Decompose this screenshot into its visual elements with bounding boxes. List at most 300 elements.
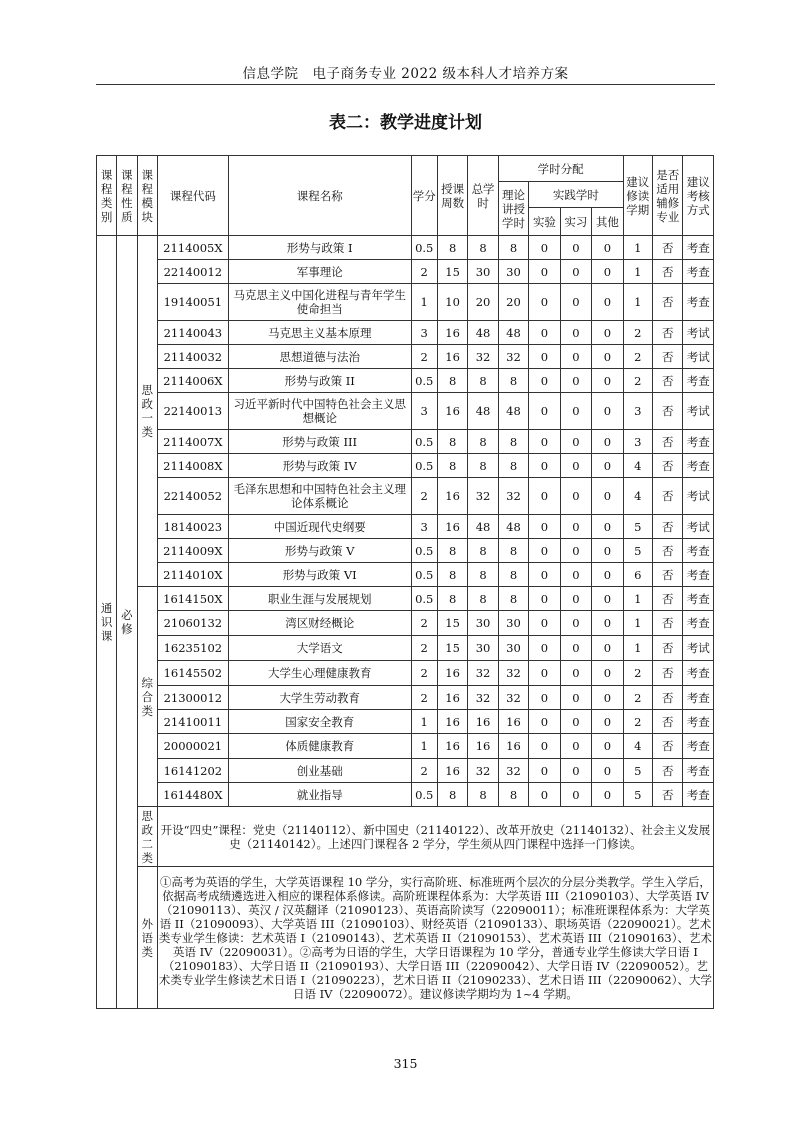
cell-code: 21140043: [157, 321, 228, 345]
cell-theory: 8: [498, 783, 528, 807]
cell-sem: 6: [623, 563, 652, 587]
cell-exp: 0: [529, 636, 560, 661]
cell-minor: 否: [653, 759, 683, 783]
cell-theory: 8: [498, 563, 528, 587]
cell-name: 大学语文: [228, 636, 411, 661]
header-exam: 建议考核方式: [683, 156, 714, 236]
cell-credits: 1: [411, 710, 437, 734]
cell-weeks: 8: [437, 454, 467, 478]
category-cell: 通识课: [97, 236, 117, 1009]
cell-code: 21140032: [157, 345, 228, 369]
cell-exam: 考查: [683, 710, 714, 734]
table-row: [97, 345, 714, 369]
cell-theory: 30: [498, 636, 528, 661]
table-row: [97, 734, 714, 759]
cell-sem: 5: [623, 515, 652, 539]
cell-other: 0: [592, 661, 623, 686]
cell-theory: 32: [498, 759, 528, 783]
cell-theory: 8: [498, 539, 528, 563]
cell-exam: 考查: [683, 734, 714, 759]
cell-exp: 0: [529, 321, 560, 345]
cell-code: 2114010X: [157, 563, 228, 587]
cell-code: 22140052: [157, 478, 228, 515]
cell-other: 0: [592, 236, 623, 260]
cell-sem: 1: [623, 236, 652, 260]
cell-theory: 32: [498, 478, 528, 515]
cell-minor: 否: [653, 587, 683, 611]
header-module: 课程模块: [137, 156, 157, 236]
header-experiment: 实验: [529, 208, 560, 236]
cell-theory: 8: [498, 430, 528, 454]
cell-intern: 0: [560, 710, 591, 734]
table-row: [97, 260, 714, 284]
cell-code: 20000021: [157, 734, 228, 759]
cell-exp: 0: [529, 563, 560, 587]
cell-name: 形势与政策 II: [228, 369, 411, 393]
cell-code: 2114009X: [157, 539, 228, 563]
cell-exp: 0: [529, 454, 560, 478]
cell-minor: 否: [653, 515, 683, 539]
cell-exp: 0: [529, 710, 560, 734]
cell-exam: 考查: [683, 661, 714, 686]
cell-exp: 0: [529, 587, 560, 611]
cell-credits: 0.5: [411, 539, 437, 563]
cell-total: 48: [468, 393, 498, 430]
cell-exp: 0: [529, 393, 560, 430]
cell-minor: 否: [653, 284, 683, 321]
cell-other: 0: [592, 611, 623, 636]
cell-total: 8: [468, 369, 498, 393]
table-row: [97, 478, 714, 515]
cell-credits: 0.5: [411, 454, 437, 478]
cell-exam: 考查: [683, 587, 714, 611]
cell-intern: 0: [560, 661, 591, 686]
cell-total: 32: [468, 661, 498, 686]
cell-exam: 考试: [683, 345, 714, 369]
cell-weeks: 15: [437, 611, 467, 636]
nature-cell: 必修: [117, 236, 137, 1009]
cell-intern: 0: [560, 260, 591, 284]
cell-intern: 0: [560, 686, 591, 710]
cell-exp: 0: [529, 284, 560, 321]
cell-total: 16: [468, 710, 498, 734]
header-internship: 实习: [560, 208, 591, 236]
cell-minor: 否: [653, 236, 683, 260]
cell-credits: 2: [411, 260, 437, 284]
cell-theory: 30: [498, 611, 528, 636]
cell-credits: 2: [411, 478, 437, 515]
header-minor: 是否适用辅修专业: [653, 156, 683, 236]
cell-minor: 否: [653, 430, 683, 454]
cell-sem: 2: [623, 710, 652, 734]
cell-name: 形势与政策 IV: [228, 454, 411, 478]
cell-theory: 48: [498, 515, 528, 539]
cell-code: 21410011: [157, 710, 228, 734]
cell-code: 2114006X: [157, 369, 228, 393]
cell-weeks: 16: [437, 321, 467, 345]
cell-weeks: 16: [437, 515, 467, 539]
cell-other: 0: [592, 539, 623, 563]
cell-exp: 0: [529, 734, 560, 759]
cell-theory: 20: [498, 284, 528, 321]
cell-intern: 0: [560, 587, 591, 611]
cell-sem: 1: [623, 636, 652, 661]
cell-exam: 考查: [683, 611, 714, 636]
cell-minor: 否: [653, 260, 683, 284]
cell-credits: 0.5: [411, 369, 437, 393]
cell-exp: 0: [529, 478, 560, 515]
cell-total: 30: [468, 636, 498, 661]
teaching-schedule-table: [96, 155, 714, 1009]
cell-exp: 0: [529, 783, 560, 807]
table-row: [97, 611, 714, 636]
waiyu-note: ①高考为英语的学生，大学英语课程 10 学分，实行高阶班、标准班两个层次的分层分类教学。学生入学后，依据高考成绩遴选进入相应的课程体系修读。高阶班课程体系为：大学英语 III（21090103）、大学英语 IV（21090113）、英汉 / 汉英翻译（21090123）、英语高阶读写（22090011）；标准班课程体系为：大学英语 II（21090093）、大学英语 III（21090103）、财经英语（21090133）、职场英语（22090021）。艺术类专业学生修读：艺术英语 I（21090143）、艺术英语 II（21090153）、艺术英语 III（21090163）、艺术英语 IV（22090031）。②高考为日语的学生，大学日语课程为 10 学分，普通专业学生修读大学日语 I（21090183）、大学日语 II（21090193）、大学日语 III（22090042）、大学日语 IV（22090052）。艺术类专业学生修读艺术日语 I（21090223），艺术日语 II（21090233）、艺术日语 III（22090062）、大学日语 IV（22090072）。建议修读学期均为 1~4 学期。: [157, 867, 713, 1009]
cell-exam: 考查: [683, 759, 714, 783]
cell-sem: 2: [623, 686, 652, 710]
cell-weeks: 15: [437, 636, 467, 661]
cell-sem: 3: [623, 393, 652, 430]
table-row: [97, 867, 714, 1009]
cell-credits: 0.5: [411, 236, 437, 260]
cell-weeks: 16: [437, 478, 467, 515]
cell-sem: 2: [623, 321, 652, 345]
header-code: 课程代码: [157, 156, 228, 236]
cell-sem: 2: [623, 345, 652, 369]
cell-exp: 0: [529, 661, 560, 686]
table-row: [97, 321, 714, 345]
cell-total: 16: [468, 734, 498, 759]
cell-theory: 16: [498, 734, 528, 759]
cell-total: 32: [468, 478, 498, 515]
cell-minor: 否: [653, 321, 683, 345]
cell-intern: 0: [560, 345, 591, 369]
cell-intern: 0: [560, 563, 591, 587]
cell-exam: 考查: [683, 539, 714, 563]
cell-weeks: 15: [437, 260, 467, 284]
cell-total: 48: [468, 321, 498, 345]
cell-exam: 考查: [683, 563, 714, 587]
cell-credits: 2: [411, 611, 437, 636]
header-nature: 课程性质: [117, 156, 137, 236]
cell-sem: 1: [623, 587, 652, 611]
cell-theory: 8: [498, 587, 528, 611]
cell-minor: 否: [653, 393, 683, 430]
cell-total: 8: [468, 783, 498, 807]
header-practice: 实践学时: [529, 182, 623, 208]
cell-name: 中国近现代史纲要: [228, 515, 411, 539]
cell-intern: 0: [560, 321, 591, 345]
cell-name: 体质健康教育: [228, 734, 411, 759]
cell-code: 21300012: [157, 686, 228, 710]
cell-other: 0: [592, 587, 623, 611]
cell-sem: 4: [623, 454, 652, 478]
cell-name: 职业生涯与发展规划: [228, 587, 411, 611]
cell-credits: 3: [411, 393, 437, 430]
header-semester: 建议修读学期: [623, 156, 652, 236]
cell-theory: 32: [498, 345, 528, 369]
cell-other: 0: [592, 369, 623, 393]
cell-intern: 0: [560, 611, 591, 636]
cell-other: 0: [592, 478, 623, 515]
cell-weeks: 8: [437, 539, 467, 563]
module-cell: 外语类: [137, 867, 157, 1009]
cell-name: 创业基础: [228, 759, 411, 783]
cell-exam: 考查: [683, 686, 714, 710]
cell-other: 0: [592, 393, 623, 430]
cell-exam: 考试: [683, 478, 714, 515]
table-row: [97, 393, 714, 430]
cell-weeks: 10: [437, 284, 467, 321]
header-weeks: 授课周数: [437, 156, 467, 236]
cell-theory: 48: [498, 393, 528, 430]
table-row: [97, 587, 714, 611]
cell-sem: 2: [623, 369, 652, 393]
cell-total: 32: [468, 345, 498, 369]
cell-code: 21060132: [157, 611, 228, 636]
table-row: [97, 284, 714, 321]
cell-other: 0: [592, 345, 623, 369]
cell-other: 0: [592, 430, 623, 454]
cell-weeks: 16: [437, 345, 467, 369]
cell-weeks: 16: [437, 393, 467, 430]
cell-other: 0: [592, 686, 623, 710]
cell-exam: 考试: [683, 636, 714, 661]
cell-code: 19140051: [157, 284, 228, 321]
cell-code: 16145502: [157, 661, 228, 686]
header-other: 其他: [592, 208, 623, 236]
cell-credits: 3: [411, 321, 437, 345]
cell-exp: 0: [529, 539, 560, 563]
cell-weeks: 16: [437, 710, 467, 734]
cell-weeks: 16: [437, 734, 467, 759]
page-number: 315: [393, 1056, 418, 1071]
cell-minor: 否: [653, 636, 683, 661]
cell-exam: 考查: [683, 260, 714, 284]
cell-weeks: 8: [437, 236, 467, 260]
cell-sem: 1: [623, 611, 652, 636]
cell-name: 马克思主义基本原理: [228, 321, 411, 345]
cell-minor: 否: [653, 454, 683, 478]
table-row: [97, 539, 714, 563]
cell-code: 1614150X: [157, 587, 228, 611]
cell-exp: 0: [529, 345, 560, 369]
cell-name: 思想道德与法治: [228, 345, 411, 369]
cell-total: 48: [468, 515, 498, 539]
cell-exam: 考试: [683, 515, 714, 539]
cell-total: 8: [468, 587, 498, 611]
cell-code: 2114005X: [157, 236, 228, 260]
cell-total: 20: [468, 284, 498, 321]
cell-intern: 0: [560, 454, 591, 478]
cell-weeks: 8: [437, 783, 467, 807]
cell-total: 8: [468, 236, 498, 260]
header-total-hours: 总学时: [468, 156, 498, 236]
cell-other: 0: [592, 454, 623, 478]
cell-theory: 8: [498, 454, 528, 478]
cell-minor: 否: [653, 539, 683, 563]
cell-total: 8: [468, 454, 498, 478]
cell-minor: 否: [653, 611, 683, 636]
cell-exp: 0: [529, 686, 560, 710]
cell-credits: 1: [411, 734, 437, 759]
cell-name: 形势与政策 VI: [228, 563, 411, 587]
module-cell: 思政二类: [137, 807, 157, 867]
cell-name: 就业指导: [228, 783, 411, 807]
cell-total: 30: [468, 260, 498, 284]
cell-exam: 考查: [683, 430, 714, 454]
cell-sem: 2: [623, 661, 652, 686]
table-row: [97, 454, 714, 478]
cell-credits: 1: [411, 284, 437, 321]
cell-credits: 0.5: [411, 430, 437, 454]
cell-total: 30: [468, 611, 498, 636]
cell-weeks: 8: [437, 587, 467, 611]
cell-exam: 考试: [683, 321, 714, 345]
cell-other: 0: [592, 515, 623, 539]
cell-name: 大学生心理健康教育: [228, 661, 411, 686]
cell-other: 0: [592, 284, 623, 321]
cell-minor: 否: [653, 369, 683, 393]
header-rule: [96, 84, 715, 85]
cell-credits: 2: [411, 759, 437, 783]
cell-theory: 48: [498, 321, 528, 345]
table-row: [97, 636, 714, 661]
cell-minor: 否: [653, 478, 683, 515]
table-row: [97, 710, 714, 734]
table-row: [97, 686, 714, 710]
table-row: [97, 236, 714, 260]
cell-sem: 1: [623, 260, 652, 284]
cell-name: 形势与政策 III: [228, 430, 411, 454]
table-row: [97, 515, 714, 539]
cell-exp: 0: [529, 430, 560, 454]
cell-exam: 考查: [683, 236, 714, 260]
cell-credits: 0.5: [411, 587, 437, 611]
module-cell: 思政一类: [137, 236, 157, 587]
cell-exam: 考查: [683, 369, 714, 393]
header-category: 课程类别: [97, 156, 117, 236]
table-row: [97, 661, 714, 686]
cell-sem: 4: [623, 478, 652, 515]
page-header: 信息学院 电子商务专业 2022 级本科人才培养方案: [242, 66, 569, 82]
cell-name: 马克思主义中国化进程与青年学生使命担当: [228, 284, 411, 321]
table-row: [97, 783, 714, 807]
cell-intern: 0: [560, 369, 591, 393]
cell-other: 0: [592, 636, 623, 661]
cell-minor: 否: [653, 345, 683, 369]
sizheng2-note: 开设“四史”课程：党史（21140112）、新中国史（21140122）、改革开放史（21140132）、社会主义发展史（21140142）。上述四门课程各 2 学分，学生须从四门课程中选择一门修读。: [157, 807, 713, 867]
cell-minor: 否: [653, 661, 683, 686]
cell-weeks: 8: [437, 563, 467, 587]
cell-total: 32: [468, 686, 498, 710]
cell-intern: 0: [560, 393, 591, 430]
cell-intern: 0: [560, 284, 591, 321]
cell-intern: 0: [560, 478, 591, 515]
cell-sem: 4: [623, 734, 652, 759]
cell-weeks: 8: [437, 369, 467, 393]
cell-other: 0: [592, 734, 623, 759]
cell-total: 8: [468, 430, 498, 454]
cell-exp: 0: [529, 236, 560, 260]
cell-name: 军事理论: [228, 260, 411, 284]
cell-other: 0: [592, 710, 623, 734]
cell-intern: 0: [560, 236, 591, 260]
cell-other: 0: [592, 783, 623, 807]
header-credits: 学分: [411, 156, 437, 236]
cell-name: 形势与政策 I: [228, 236, 411, 260]
cell-code: 1614480X: [157, 783, 228, 807]
cell-exam: 考查: [683, 454, 714, 478]
cell-minor: 否: [653, 563, 683, 587]
cell-theory: 32: [498, 661, 528, 686]
header-theory: 理论讲授学时: [498, 182, 528, 236]
header-hours-distribution: 学时分配: [498, 156, 623, 182]
cell-sem: 5: [623, 783, 652, 807]
table-row: [97, 369, 714, 393]
cell-name: 形势与政策 V: [228, 539, 411, 563]
cell-theory: 30: [498, 260, 528, 284]
cell-other: 0: [592, 260, 623, 284]
cell-sem: 3: [623, 430, 652, 454]
cell-weeks: 8: [437, 430, 467, 454]
table-row: [97, 430, 714, 454]
cell-total: 8: [468, 539, 498, 563]
cell-code: 16235102: [157, 636, 228, 661]
cell-intern: 0: [560, 759, 591, 783]
cell-credits: 0.5: [411, 563, 437, 587]
cell-credits: 2: [411, 686, 437, 710]
cell-exam: 考试: [683, 393, 714, 430]
cell-exp: 0: [529, 611, 560, 636]
cell-theory: 8: [498, 369, 528, 393]
cell-intern: 0: [560, 430, 591, 454]
cell-total: 8: [468, 563, 498, 587]
cell-credits: 2: [411, 345, 437, 369]
table-title: 表二：教学进度计划: [329, 113, 482, 133]
cell-sem: 5: [623, 759, 652, 783]
cell-other: 0: [592, 563, 623, 587]
cell-minor: 否: [653, 710, 683, 734]
cell-exam: 考查: [683, 783, 714, 807]
cell-credits: 2: [411, 661, 437, 686]
cell-exp: 0: [529, 515, 560, 539]
cell-weeks: 16: [437, 661, 467, 686]
cell-intern: 0: [560, 783, 591, 807]
cell-code: 16141202: [157, 759, 228, 783]
cell-weeks: 16: [437, 686, 467, 710]
cell-sem: 5: [623, 539, 652, 563]
cell-exp: 0: [529, 369, 560, 393]
header-name: 课程名称: [228, 156, 411, 236]
cell-code: 18140023: [157, 515, 228, 539]
cell-code: 2114008X: [157, 454, 228, 478]
table-row: [97, 563, 714, 587]
cell-intern: 0: [560, 636, 591, 661]
cell-code: 22140013: [157, 393, 228, 430]
cell-exp: 0: [529, 260, 560, 284]
header-row: [97, 156, 714, 182]
cell-theory: 8: [498, 236, 528, 260]
cell-sem: 1: [623, 284, 652, 321]
cell-name: 大学生劳动教育: [228, 686, 411, 710]
cell-minor: 否: [653, 734, 683, 759]
cell-name: 国家安全教育: [228, 710, 411, 734]
table-row: [97, 807, 714, 867]
cell-intern: 0: [560, 515, 591, 539]
cell-other: 0: [592, 759, 623, 783]
cell-credits: 0.5: [411, 783, 437, 807]
cell-total: 32: [468, 759, 498, 783]
